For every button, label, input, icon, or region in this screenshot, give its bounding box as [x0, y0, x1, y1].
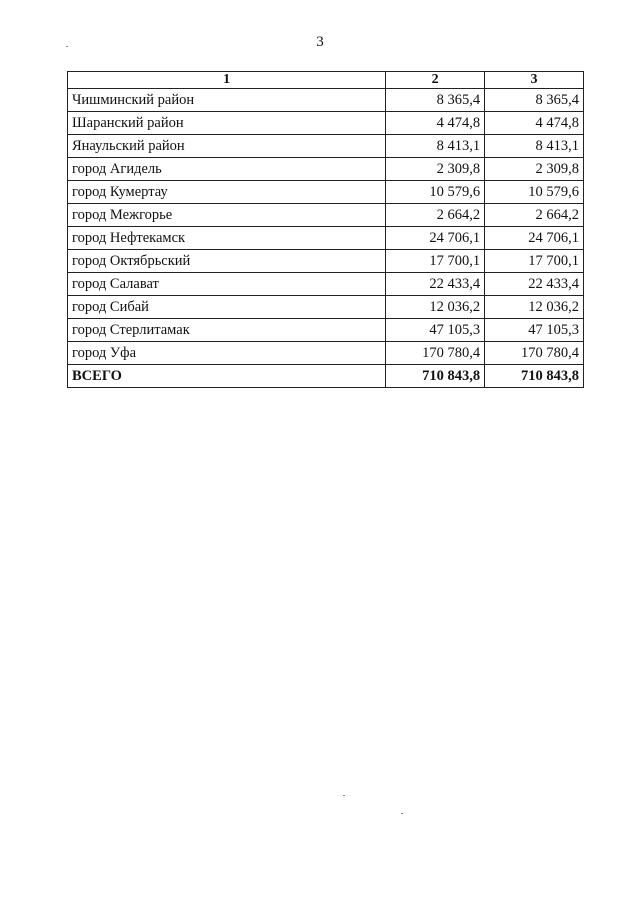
scan-speck	[66, 46, 68, 47]
row-value-col3: 8 413,1	[485, 135, 584, 158]
scan-speck	[401, 813, 403, 814]
total-label: ВСЕГО	[68, 365, 386, 388]
row-value-col3: 4 474,8	[485, 112, 584, 135]
row-value-col2: 10 579,6	[386, 181, 485, 204]
row-value-col2: 8 365,4	[386, 89, 485, 112]
scan-speck	[343, 795, 345, 796]
row-name: Шаранский район	[68, 112, 386, 135]
row-value-col2: 22 433,4	[386, 273, 485, 296]
total-value-col3: 710 843,8	[485, 365, 584, 388]
row-value-col2: 12 036,2	[386, 296, 485, 319]
row-value-col2: 170 780,4	[386, 342, 485, 365]
table-row	[68, 342, 584, 365]
table-row	[68, 89, 584, 112]
row-value-col2: 4 474,8	[386, 112, 485, 135]
row-name: город Кумертау	[68, 181, 386, 204]
table-row	[68, 296, 584, 319]
row-name: город Стерлитамак	[68, 319, 386, 342]
row-value-col2: 2 664,2	[386, 204, 485, 227]
page-number: 3	[316, 34, 324, 50]
table-row	[68, 319, 584, 342]
table-row	[68, 181, 584, 204]
row-value-col3: 22 433,4	[485, 273, 584, 296]
table-row	[68, 135, 584, 158]
row-name: город Салават	[68, 273, 386, 296]
table-row	[68, 112, 584, 135]
row-value-col3: 8 365,4	[485, 89, 584, 112]
row-value-col3: 2 309,8	[485, 158, 584, 181]
row-value-col3: 24 706,1	[485, 227, 584, 250]
row-value-col2: 24 706,1	[386, 227, 485, 250]
row-value-col2: 2 309,8	[386, 158, 485, 181]
budget-table	[67, 71, 584, 388]
row-name: город Агидель	[68, 158, 386, 181]
table-header-row	[68, 72, 584, 89]
row-value-col2: 8 413,1	[386, 135, 485, 158]
row-name: город Октябрьский	[68, 250, 386, 273]
total-row	[68, 365, 584, 388]
total-value-col2: 710 843,8	[386, 365, 485, 388]
row-value-col3: 2 664,2	[485, 204, 584, 227]
column-header: 2	[386, 72, 485, 89]
row-value-col3: 170 780,4	[485, 342, 584, 365]
row-value-col3: 10 579,6	[485, 181, 584, 204]
row-name: Чишминский район	[68, 89, 386, 112]
table-row	[68, 250, 584, 273]
table-row	[68, 204, 584, 227]
row-name: город Сибай	[68, 296, 386, 319]
row-value-col3: 17 700,1	[485, 250, 584, 273]
column-header: 3	[485, 72, 584, 89]
row-name: город Уфа	[68, 342, 386, 365]
row-name: Янаульский район	[68, 135, 386, 158]
row-name: город Нефтекамск	[68, 227, 386, 250]
row-value-col3: 12 036,2	[485, 296, 584, 319]
row-value-col2: 17 700,1	[386, 250, 485, 273]
table-row	[68, 227, 584, 250]
column-header: 1	[68, 72, 386, 89]
table-row	[68, 273, 584, 296]
table-row	[68, 158, 584, 181]
row-name: город Межгорье	[68, 204, 386, 227]
row-value-col3: 47 105,3	[485, 319, 584, 342]
row-value-col2: 47 105,3	[386, 319, 485, 342]
